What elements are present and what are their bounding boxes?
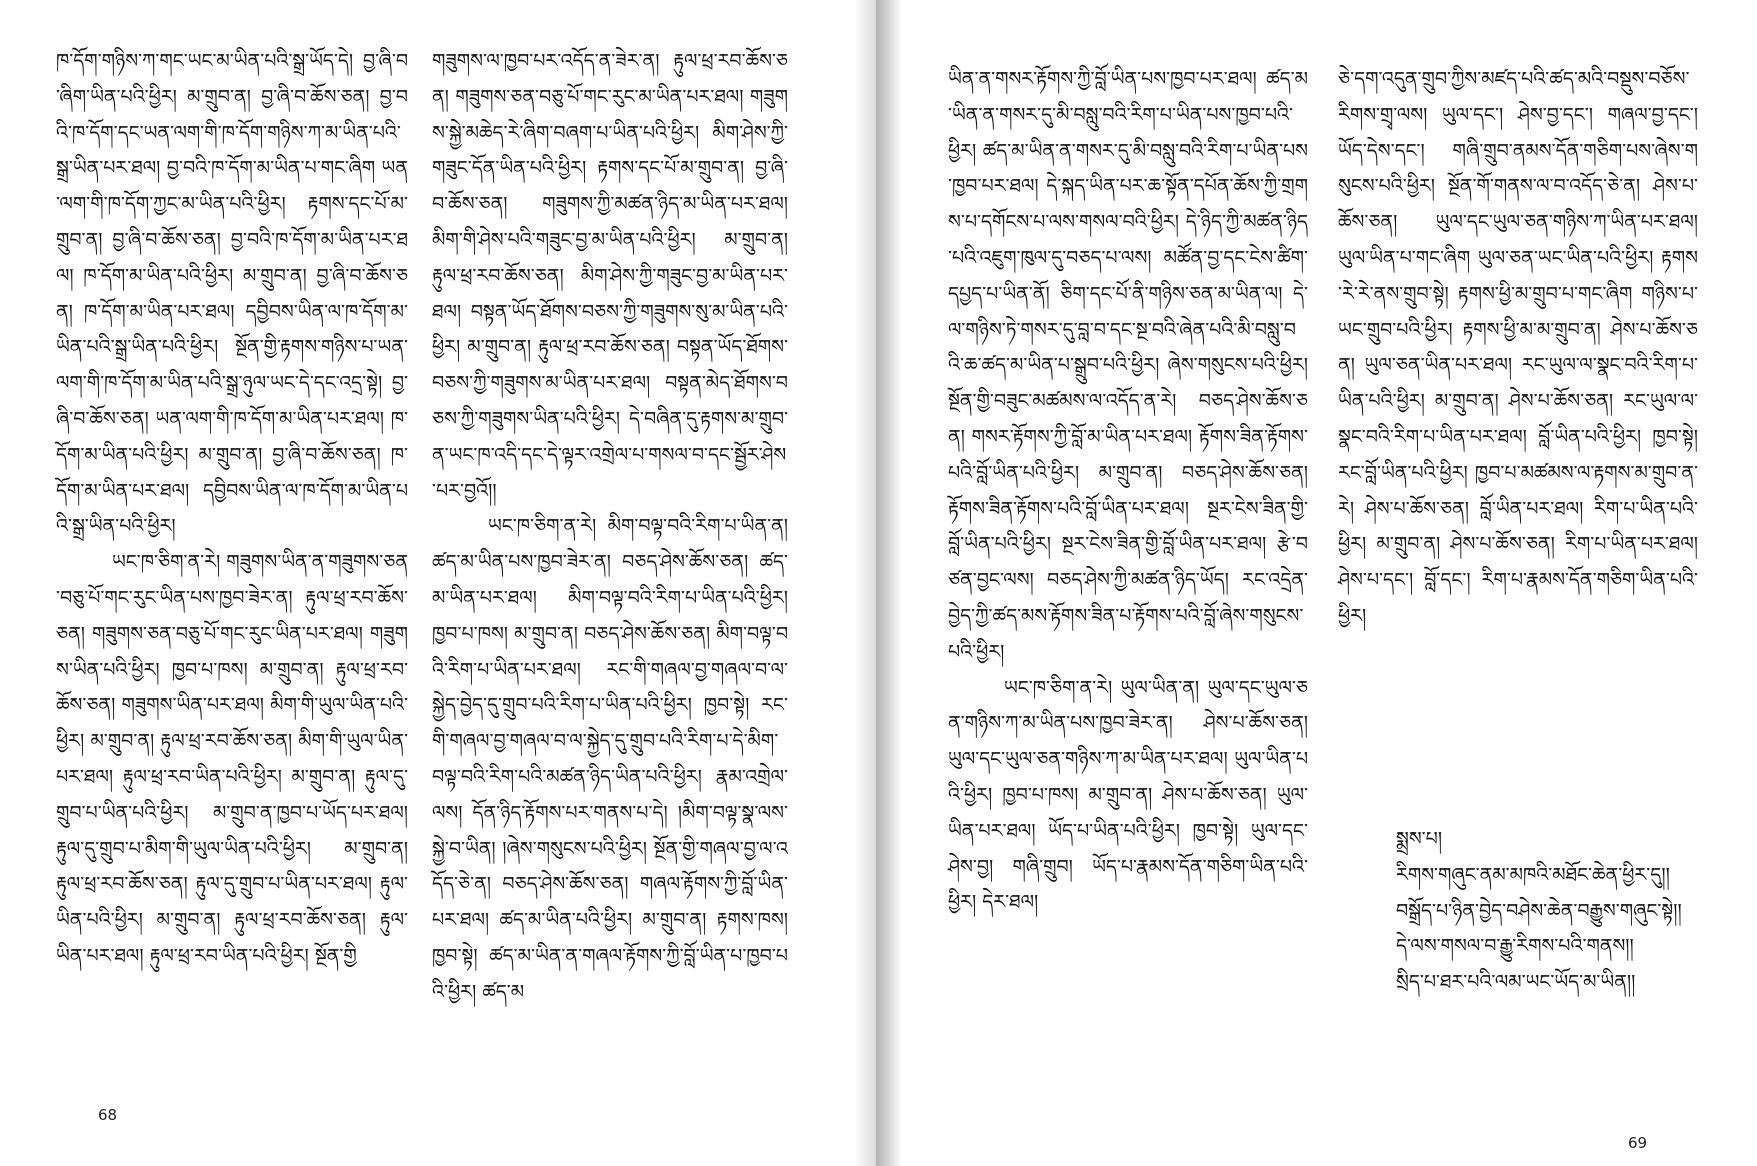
page-number-right: 69 bbox=[1628, 1134, 1648, 1152]
verse-line-2: བསྒྲོད་པ་ཉིན་བྱེད་བཤེས་ཆེན་བརྒྱུས་གཞུང་སྟེ།། bbox=[1396, 899, 1682, 922]
gutter-shadow-right bbox=[876, 0, 902, 1166]
right-col1-paragraph-2: ཡང་ཁ་ཅིག་ན་རེ། ཡུལ་ཡིན་ན། ཡུལ་དང་ཡུལ་ཅན་གཉིས་ཀ་མ་ཡིན་པས་ཁྱབ་ཟེར་ན། ཤེས་པ་ཆོས་ཅན། ཡུལ་དང་ཡུལ་ཅན་གཉིས་ཀ་མ་ཡིན་པར་ཐལ། ཡུལ་ཡིན་པའི་ཕྱིར། ཁྱབ་པ་ཁས། མ་གྲུབ་ན། ཤེས་པ་ཆོས་ཅན། ཡུལ་ཡིན་པར་ཐལ། ཡོད་པ་ཡིན་པའི་ཕྱིར། ཁྱབ་སྟེ། ཡུལ་དང་ཤེས་བྱ། གཞི་གྲུབ། ཡོད་པ་རྣམས་དོན་གཅིག་ཡིན་པའི་ཕྱིར། དེར་ཐལ། bbox=[948, 676, 1308, 914]
page-number-left: 68 bbox=[98, 1106, 118, 1124]
left-col1-paragraph-2: ཡང་ཁ་ཅིག་ན་རེ། གཟུགས་ཡིན་ན་གཟུགས་ཅན་བཅུ་པོ་གང་རུང་ཡིན་པས་ཁྱབ་ཟེར་ན། རྟུལ་ཕྲ་རབ་ཆོས་ཅན། གཟུགས་ཅན་བཅུ་པོ་གང་རུང་ཡིན་པར་ཐལ། གཟུགས་ཡིན་པའི་ཕྱིར། ཁྱབ་པ་ཁས། མ་གྲུབ་ན། རྟུལ་ཕྲ་རབ་ཆོས་ཅན། གཟུགས་ཡིན་པར་ཐལ། མིག་གི་ཡུལ་ཡིན་པའི་ཕྱིར། མ་གྲུབ་ན། རྟུལ་ཕྲ་རབ་ཆོས་ཅན། མིག་གི་ཡུལ་ཡིན་པར་ཐལ། རྟུལ་ཕྲ་རབ་ཡིན་པའི་ཕྱིར། མ་གྲུབ་ན། རྟུལ་དུ་གྲུབ་པ་ཡིན་པའི་ཕྱིར། མ་གྲུབ་ན་ཁྱབ་པ་ཡོད་པར་ཐལ། རྟུལ་དུ་གྲུབ་པ་མིག་གི་ཡུལ་ཡིན་པའི་ཕྱིར། མ་གྲུབ་ན། རྟུལ་ཕྲ་རབ་ཆོས་ཅན། རྟུལ་དུ་གྲུབ་པ་ཡིན་པར་ཐལ། རྟུལ་ཡིན་པའི་ཕྱིར། མ་གྲུབ་ན། རྟུལ་ཕྲ་རབ་ཆོས་ཅན། རྟུལ་ཡིན་པར་ཐལ། རྟུལ་ཕྲ་རབ་ཡིན་པའི་ཕྱིར། སྔོན་གྱི bbox=[56, 551, 408, 967]
right-col2-paragraph-1: ཅེ་དག་འདུན་གྲུབ་ཀྱིས་མཛད་པའི་ཚད་མའི་བསྡུས་བཅོས་རིགས་གྲྭ་ལས། ཡུལ་དང་། ཤེས་བྱ་དང་། གཞལ་བྱ་དང་། ཡོད་དེས་དང་། གཞི་གྲུབ་ནམས་དོན་གཅིག་པས་ཞེས་གསུངས་པའི་ཕྱིར། སྔོན་གོ་གནས་ལ་བ་འདོད་ཅེ་ན། ཤེས་པ་ཆོས་ཅན། ཡུལ་དང་ཡུལ་ཅན་གཉིས་ཀ་ཡིན་པར་ཐལ། ཡུལ་ཡིན་པ་གང་ཞིག ཡུལ་ཅན་ཡང་ཡིན་པའི་ཕྱིར། རྟགས་རེ་རེ་ནས་གྲུབ་སྟེ། རྟགས་ཕྱི་མ་གྲུབ་པ་གང་ཞིག གཉིས་པ་ཡང་གྲུབ་པའི་ཕྱིར། རྟགས་ཕྱི་མ་མ་གྲུབ་ན། ཤེས་པ་ཆོས་ཅན། ཡུལ་ཅན་ཡིན་པར་ཐལ། རང་ཡུལ་ལ་སྣང་བའི་རིག་པ་ཡིན་པའི་ཕྱིར། མ་གྲུབ་ན། ཤེས་པ་ཆོས་ཅན། རང་ཡུལ་ལ་སྣང་བའི་རིག་པ་ཡིན་པར་ཐལ། བློ་ཡིན་པའི་ཕྱིར། ཁྱབ་སྟེ། རང་བློ་ཡིན་པའི་ཕྱིར། ཁྱབ་པ་མཚམས་ལ་རྟགས་མ་གྲུབ་ན་རེ། ཤེས་པ་ཆོས་ཅན། བློ་ཡིན་པར་ཐལ། རིག་པ་ཡིན་པའི་ཕྱིར། མ་གྲུབ་ན། ཤེས་པ་ཆོས་ཅན། རིག་པ་ཡིན་པར་ཐལ། ཤེས་པ་དང་། བློ་དང་། རིག་པ་རྣམས་དོན་གཅིག་ཡིན་པའི་ཕྱིར། bbox=[1338, 68, 1698, 627]
left-col2-paragraph-1: གཟུགས་ལ་ཁྱབ་པར་འདོད་ན་ཟེར་ན། རྟུལ་ཕྲ་རབ་ཆོས་ཅན། གཟུགས་ཅན་བཅུ་པོ་གང་རུང་མ་ཡིན་པར་ཐལ། གཟུགས་སྐྱེ་མཆེད་རེ་ཞིག་བཞག་པ་ཡིན་པའི་ཕྱིར། མིག་ཤེས་ཀྱི་གཟུང་དོན་ཡིན་པའི་ཕྱིར། རྟགས་དང་པོ་མ་གྲུབ་ན། བྱ་ཞི་བ་ཆོས་ཅན། གཟུགས་ཀྱི་མཚན་ཉིད་མ་ཡིན་པར་ཐལ། མིག་གི་ཤེས་པའི་གཟུང་བྱ་མ་ཡིན་པའི་ཕྱིར། མ་གྲུབ་ན། རྟུལ་ཕྲ་རབ་ཆོས་ཅན། མིག་ཤེས་ཀྱི་གཟུང་བྱ་མ་ཡིན་པར་ཐལ། བསྟན་ཡོད་ཐོགས་བཅས་ཀྱི་གཟུགས་སུ་མ་ཡིན་པའི་ཕྱིར། མ་གྲུབ་ན། རྟུལ་ཕྲ་རབ་ཆོས་ཅན། བསྟན་ཡོད་ཐོགས་བཅས་ཀྱི་གཟུགས་མ་ཡིན་པར་ཐལ། བསྟན་མེད་ཐོགས་བཅས་ཀྱི་གཟུགས་ཡིན་པའི་ཕྱིར། དེ་བཞིན་དུ་རྟགས་མ་གྲུབ་ན་ཡང་ཁ་འདི་དང་དེ་ལྟར་འགྲེལ་པ་གསལ་བ་དང་སྦྱོར་ཤེས་པར་བྱའོ།། bbox=[432, 50, 788, 502]
right-page-column-1 bbox=[948, 62, 1308, 921]
closing-verse bbox=[1396, 822, 1736, 1001]
verse-line-1: རིགས་གཞུང་ནམ་མཁའི་མཐོང་ཆེན་ཕྱིར་དུ།། bbox=[1396, 863, 1670, 886]
left-page bbox=[0, 0, 876, 1166]
right-col1-paragraph-1: ཡིན་ན་གསར་རྟོགས་ཀྱི་བློ་ཡིན་པས་ཁྱབ་པར་ཐལ། ཚད་མ་ཡིན་ན་གསར་དུ་མི་བསླུ་བའི་རིག་པ་ཡིན་པས་ཁྱབ་པའི་ཕྱིར། ཚད་མ་ཡིན་ན་གསར་དུ་མི་བསླུ་བའི་རིག་པ་ཡིན་པས་ཁྱབ་པར་ཐལ། དེ་སྐད་ཡིན་པར་ཆ་སྟོན་དཔོན་ཆོས་ཀྱི་གྲགས་པ་དགོངས་པ་ལས་གསལ་བའི་ཕྱིར། དེ་ཉིད་ཀྱི་མཚན་ཉིད་པའི་འཇུག་ཁུལ་དུ་བཅད་པ་ལས། མཚོན་བྱ་དང་ངེས་ཚིག་དཔྱད་པ་ཡིན་ནོ། ཅིག་དང་པོ་ནི་གཉིས་ཅན་མ་ཡིན་ལ། དེ་ལ་གཉིས་ཏེ་གསར་དུ་བླ་བ་དང་སྔ་བའི་ཞེན་པའི་མི་བསླུ་བའི་ཆ་ཚད་མ་ཡིན་པ་སྒྲུབ་པའི་ཕྱིར། ཞེས་གསུངས་པའི་ཕྱིར། སྔོན་གྱི་བཟུང་མཚམས་ལ་འདོད་ན་རེ། བཅད་ཤེས་ཆོས་ཅན། གསར་རྟོགས་ཀྱི་བློ་མ་ཡིན་པར་ཐལ། རྟོགས་ཟིན་རྟོགས་པའི་བློ་ཡིན་པའི་ཕྱིར། མ་གྲུབ་ན། བཅད་ཤེས་ཆོས་ཅན། རྟོགས་ཟིན་རྟོགས་པའི་བློ་ཡིན་པར་ཐལ། སྔར་ངེས་ཟིན་གྱི་བློ་ཡིན་པའི་ཕྱིར། སྔར་ངེས་ཟིན་གྱི་བློ་ཡིན་པར་ཐལ། རྩེ་བཙན་བྱང་ལས། བཅད་ཤེས་ཀྱི་མཚན་ཉིད་ཡོད། རང་འདྲེན་བྱེད་ཀྱི་ཚད་མས་རྟོགས་ཟིན་པ་རྟོགས་པའི་བློ་ཞེས་གསུངས་པའི་ཕྱིར། bbox=[948, 68, 1308, 663]
right-page-column-2 bbox=[1338, 62, 1698, 635]
left-page-column-2 bbox=[432, 44, 788, 1011]
gutter-shadow-left bbox=[854, 0, 876, 1166]
verse-title: སྨྲས་པ། bbox=[1396, 828, 1443, 850]
verse-line-3: དེ་ལས་གསལ་བ་རྒྱུ་རིགས་པའི་གནས།། bbox=[1396, 935, 1634, 958]
left-col1-paragraph-1: ཁ་དོག་གཉིས་ཀ་གང་ཡང་མ་ཡིན་པའི་སྒྲ་ཡོད་དེ། བྱ་ཞི་བ་ཞིག་ཡིན་པའི་ཕྱིར། མ་གྲུབ་ན། བྱ་ཞི་བ་ཆོས་ཅན། བྱ་བའི་ཁ་དོག་དང་ཡན་ལག་གི་ཁ་དོག་གཉིས་ཀ་མ་ཡིན་པའི་སྒྲ་ཡིན་པར་ཐལ། བྱ་བའི་ཁ་དོག་མ་ཡིན་པ་གང་ཞིག ཡན་ལག་གི་ཁ་དོག་ཀྱང་མ་ཡིན་པའི་ཕྱིར། རྟགས་དང་པོ་མ་གྲུབ་ན། བྱ་ཞི་བ་ཆོས་ཅན། བྱ་བའི་ཁ་དོག་མ་ཡིན་པར་ཐལ། ཁ་དོག་མ་ཡིན་པའི་ཕྱིར། མ་གྲུབ་ན། བྱ་ཞི་བ་ཆོས་ཅན། ཁ་དོག་མ་ཡིན་པར་ཐལ། དབྱིབས་ཡིན་ལ་ཁ་དོག་མ་ཡིན་པའི་སྒྲ་ཡིན་པའི་ཕྱིར། སྔོན་གྱི་རྟགས་གཉིས་པ་ཡན་ལག་གི་ཁ་དོག་མ་ཡིན་པའི་སྒྲ་ཉུལ་ཡང་དེ་དང་འདྲ་སྟེ། བྱ་ཞི་བ་ཆོས་ཅན། ཡན་ལག་གི་ཁ་དོག་མ་ཡིན་པར་ཐལ། ཁ་དོག་མ་ཡིན་པའི་ཕྱིར། མ་གྲུབ་ན། བྱ་ཞི་བ་ཆོས་ཅན། ཁ་དོག་མ་ཡིན་པར་ཐལ། དབྱིབས་ཡིན་ལ་ཁ་དོག་མ་ཡིན་པའི་སྒྲ་ཡིན་པའི་ཕྱིར། bbox=[56, 50, 408, 538]
verse-line-4: སྲིད་པ་ཐར་པའི་ལམ་ཡང་ཡོད་མ་ཡིན།། bbox=[1396, 971, 1636, 994]
left-col2-paragraph-2: ཡང་ཁ་ཅིག་ན་རེ། མིག་བལྟ་བའི་རིག་པ་ཡིན་ན། ཚད་མ་ཡིན་པས་ཁྱབ་ཟེར་ན། བཅད་ཤེས་ཆོས་ཅན། ཚད་མ་ཡིན་པར་ཐལ། མིག་བལྟ་བའི་རིག་པ་ཡིན་པའི་ཕྱིར། ཁྱབ་པ་ཁས། མ་གྲུབ་ན། བཅད་ཤེས་ཆོས་ཅན། མིག་བལྟ་བའི་རིག་པ་ཡིན་པར་ཐལ། རང་གི་གཞལ་བྱ་གཞལ་བ་ལ་སྐྱེད་བྱེད་དུ་གྲུབ་པའི་རིག་པ་ཡིན་པའི་ཕྱིར། ཁྱབ་སྟེ། རང་གི་གཞལ་བྱ་གཞལ་བ་ལ་སྐྱེད་དུ་གྲུབ་པའི་རིག་པ་དེ་མིག་བལྟ་བའི་རིག་པའི་མཚན་ཉིད་ཡིན་པའི་ཕྱིར། རྣམ་འགྲེལ་ལས། དོན་ཉིད་རྟོགས་པར་གནས་པ་དེ། །མིག་བལྟ་སྣ་ལས་སྐྱེ་བ་ཡིན། །ཞེས་གསུངས་པའི་ཕྱིར། སྔོན་གྱི་གཞལ་བྱ་ལ་འདོད་ཅེ་ན། བཅད་ཤེས་ཆོས་ཅན། གཞལ་རྟོགས་ཀྱི་བློ་ཡིན་པར་ཐལ། ཚད་མ་ཡིན་པའི་ཕྱིར། མ་གྲུབ་ན། རྟགས་ཁས། ཁྱབ་སྟེ། ཚད་མ་ཡིན་ན་གཞལ་རྟོགས་ཀྱི་བློ་ཡིན་པ་ཁྱབ་པའི་ཕྱིར། ཚད་མ bbox=[432, 515, 788, 1003]
right-page bbox=[876, 0, 1757, 1166]
left-page-column-1 bbox=[56, 44, 408, 975]
